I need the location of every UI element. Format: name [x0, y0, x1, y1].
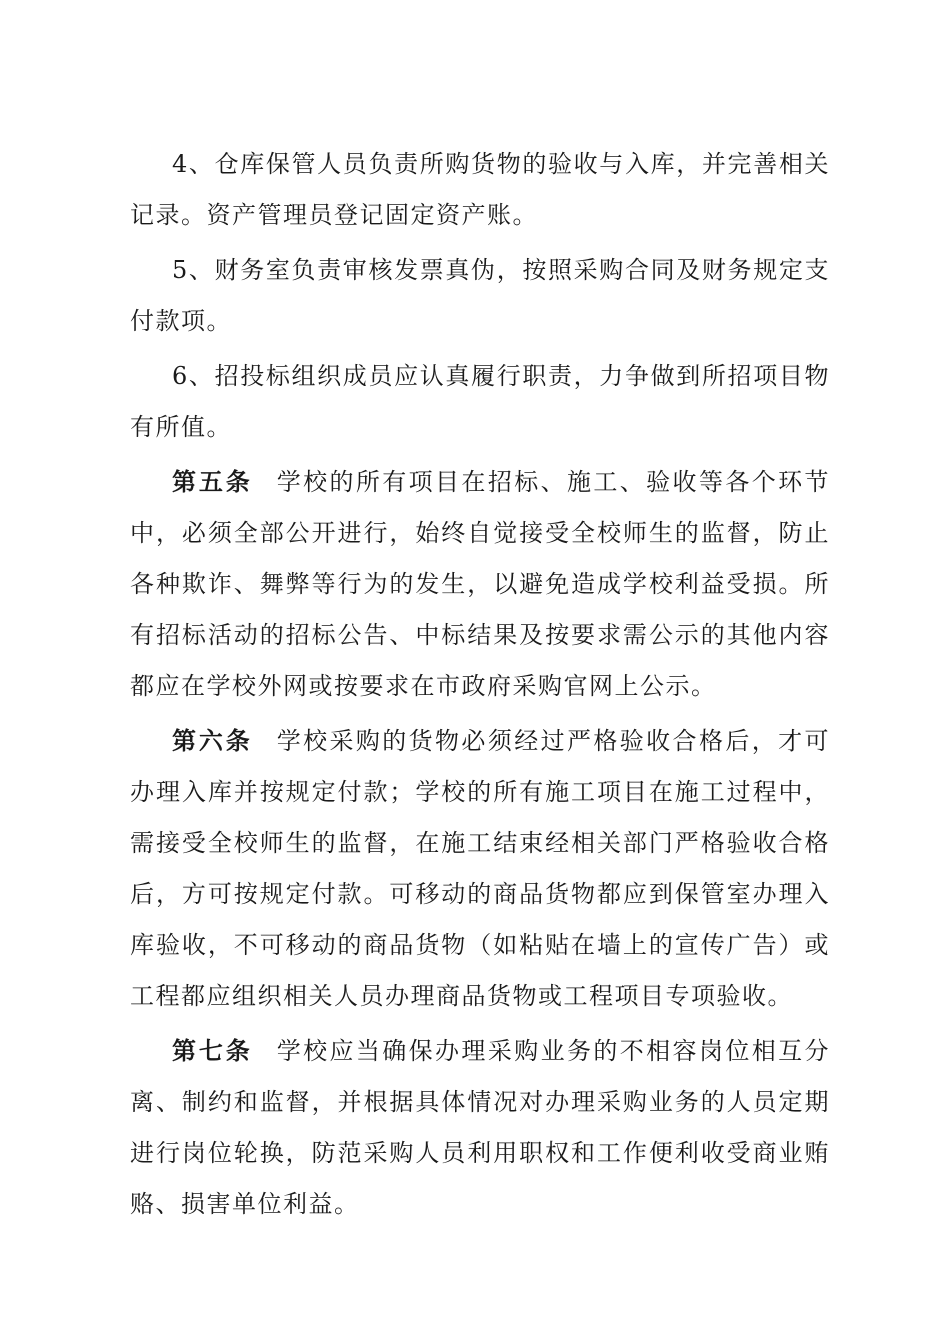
item-5-paragraph: 5、财务室负责审核发票真伪，按照采购合同及财务规定支付款项。: [130, 256, 830, 335]
document-body: [130, 139, 830, 1234]
article-5-text: 学校的所有项目在招标、施工、验收等各个环节中，必须全部公开进行，始终自觉接受全校师生的监督，防止各种欺诈、舞弊等行为的发生，以避免造成学校利益受损。所有招标活动的招标公告、中标结果及按要求需公示的其他内容都应在学校外网或按要求在市政府采购官网上公示。: [130, 468, 831, 700]
item-6-paragraph: 6、招投标组织成员应认真履行职责，力争做到所招项目物有所值。: [130, 362, 830, 441]
article-5-paragraph: [130, 457, 830, 712]
article-6-paragraph: [130, 716, 830, 1022]
article-6-number: 第六条: [172, 727, 253, 755]
article-5-number: 第五条: [172, 468, 253, 496]
article-7-text: 学校应当确保办理采购业务的不相容岗位相互分离、制约和监督，并根据具体情况对办理采购业务的人员定期进行岗位轮换，防范采购人员利用职权和工作便利收受商业贿赂、损害单位利益。: [130, 1037, 831, 1218]
article-7-number: 第七条: [172, 1037, 253, 1065]
item-4-paragraph: 4、仓库保管人员负责所购货物的验收与入库，并完善相关记录。资产管理员登记固定资产账。: [130, 150, 830, 229]
article-6-text: 学校采购的货物必须经过严格验收合格后，才可办理入库并按规定付款；学校的所有施工项目在施工过程中，需接受全校师生的监督，在施工结束经相关部门严格验收合格后，方可按规定付款。可移动的商品货物都应到保管室办理入库验收，不可移动的商品货物（如粘贴在墙上的宣传广告）或工程都应组织相关人员办理商品货物或工程项目专项验收。: [130, 727, 831, 1010]
article-7-paragraph: [130, 1026, 830, 1230]
